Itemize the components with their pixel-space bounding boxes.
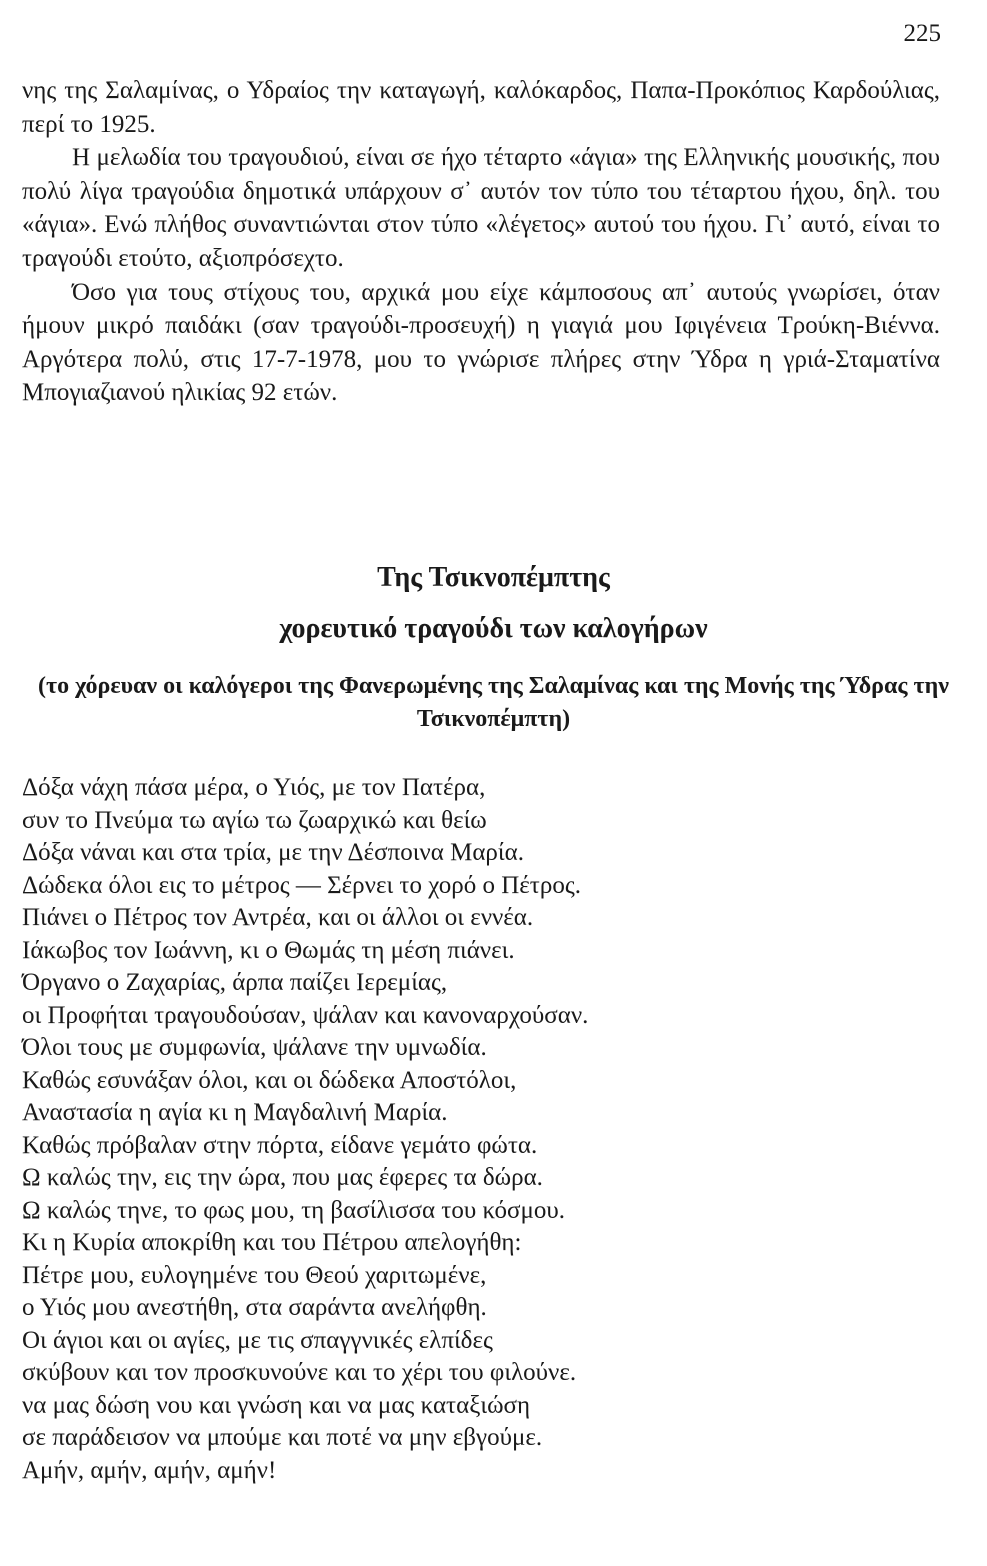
- verse-line: σκύβουν και τον προσκυνούνε και το χέρι του φιλούνε.: [22, 1359, 577, 1386]
- verse-line: Αμήν, αμήν, αμήν, αμήν!: [22, 1456, 277, 1484]
- song-title: Της Τσικνοπέμπτης: [377, 562, 610, 593]
- verse-line: Πιάνει ο Πέτρος τον Αντρέα, και οι άλλοι οι εννέα.: [22, 904, 534, 931]
- verse-line: Πέτρε μου, ευλογημένε του Θεού χαριτωμένε,: [22, 1261, 487, 1289]
- song-note: (το χόρευαν οι καλόγεροι της Φανερωμένης της Σαλαμίνας και της Μονής της Ύδρας την Τσικνοπέμπτη): [38, 673, 949, 732]
- verse-line: να μας δώση νου και γνώση και να μας καταξιώση: [22, 1391, 531, 1419]
- verse-line: συν το Πνεύμα τω αγίω τω ζωαρχικώ και θείω: [22, 806, 487, 834]
- verse-line: σε παράδεισον να μπούμε και ποτέ να μην εβγούμε.: [22, 1424, 543, 1451]
- verse-line: Ω καλώς τηνε, το φως μου, τη βασίλισσα του κόσμου.: [22, 1196, 566, 1224]
- paragraph: Η μελωδία του τραγουδιού, είναι σε ήχο τέταρτο «άγια» της Ελληνικής μουσικής, που πολύ λίγα τραγούδια δημοτικά υπάρχουν σ᾽ αυτόν τον τύπο του τέταρτου ήχου, δηλ. του «άγια». Ενώ πλήθος συναντιώνται στον τύπο «λέγετος» αυτού του ήχου. Γι᾽ αυτό, είναι το τραγούδι ετούτο, αξιοπρόσεχτο.: [22, 144, 940, 272]
- verse-line: Δώδεκα όλοι εις το μέτρος — Σέρνει το χορό ο Πέτρος.: [22, 871, 581, 899]
- verse-line: ο Υιός μου ανεστήθη, στα σαράντα ανελήφθη.: [22, 1294, 487, 1321]
- verse-line: Όργανο ο Ζαχαρίας, άρπα παίζει Ιερεμίας,: [22, 969, 448, 996]
- verse-line: Δόξα νάχη πάσα μέρα, ο Υιός, με τον Πατέρα,: [22, 774, 486, 801]
- verse-line: Ιάκωβος τον Ιωάννη, κι ο Θωμάς τη μέση πιάνει.: [22, 936, 515, 964]
- verse-line: Αναστασία η αγία κι η Μαγδαλινή Μαρία.: [22, 1099, 448, 1126]
- verse-line: Οι άγιοι και οι αγίες, με τις σπαγγνικές ελπίδες: [22, 1326, 493, 1354]
- intro-prose: [22, 74, 940, 410]
- verse-line: Κι η Κυρία αποκρίθη και του Πέτρου απελογήθη:: [22, 1229, 522, 1256]
- page-number: 225: [903, 20, 941, 47]
- verse-line: Δόξα νάναι και στα τρία, με την Δέσποινα Μαρία.: [22, 839, 524, 866]
- verse-line: Όλοι τους με συμφωνία, ψάλανε την υμνωδία.: [22, 1034, 487, 1061]
- song-verses: [22, 772, 588, 1487]
- paragraph: νης της Σαλαμίνας, ο Υδραίος την καταγωγή, καλόκαρδος, Παπα-Προκόπιος Καρδούλιας, περί το 1925.: [22, 77, 940, 138]
- verse-line: οι Προφήται τραγουδούσαν, ψάλαν και κανοναρχούσαν.: [22, 1001, 589, 1029]
- verse-line: Καθώς εσυνάξαν όλοι, και οι δώδεκα Αποστόλοι,: [22, 1066, 517, 1094]
- paragraph: Όσο για τους στίχους του, αρχικά μου είχε κάμποσους απ᾽ αυτούς γνωρίσει, όταν ήμουν μικρό παιδάκι (σαν τραγούδι-προσευχή) η γιαγιά μου Ιφιγένεια Τρούκη-Βιέννα. Αργότερα πολύ, στις 17-7-1978, μου το γνώρισε πλήρες στην Ύδρα η γριά-Σταματίνα Μπογιαζιανού ηλικίας 92 ετών.: [22, 278, 940, 407]
- song-subtitle: χορευτικό τραγούδι των καλογήρων: [279, 613, 708, 644]
- verse-line: Ω καλώς την, εις την ώρα, που μας έφερες τα δώρα.: [22, 1164, 543, 1191]
- verse-line: Καθώς πρόβαλαν στην πόρτα, είδανε γεμάτο φώτα.: [22, 1131, 538, 1159]
